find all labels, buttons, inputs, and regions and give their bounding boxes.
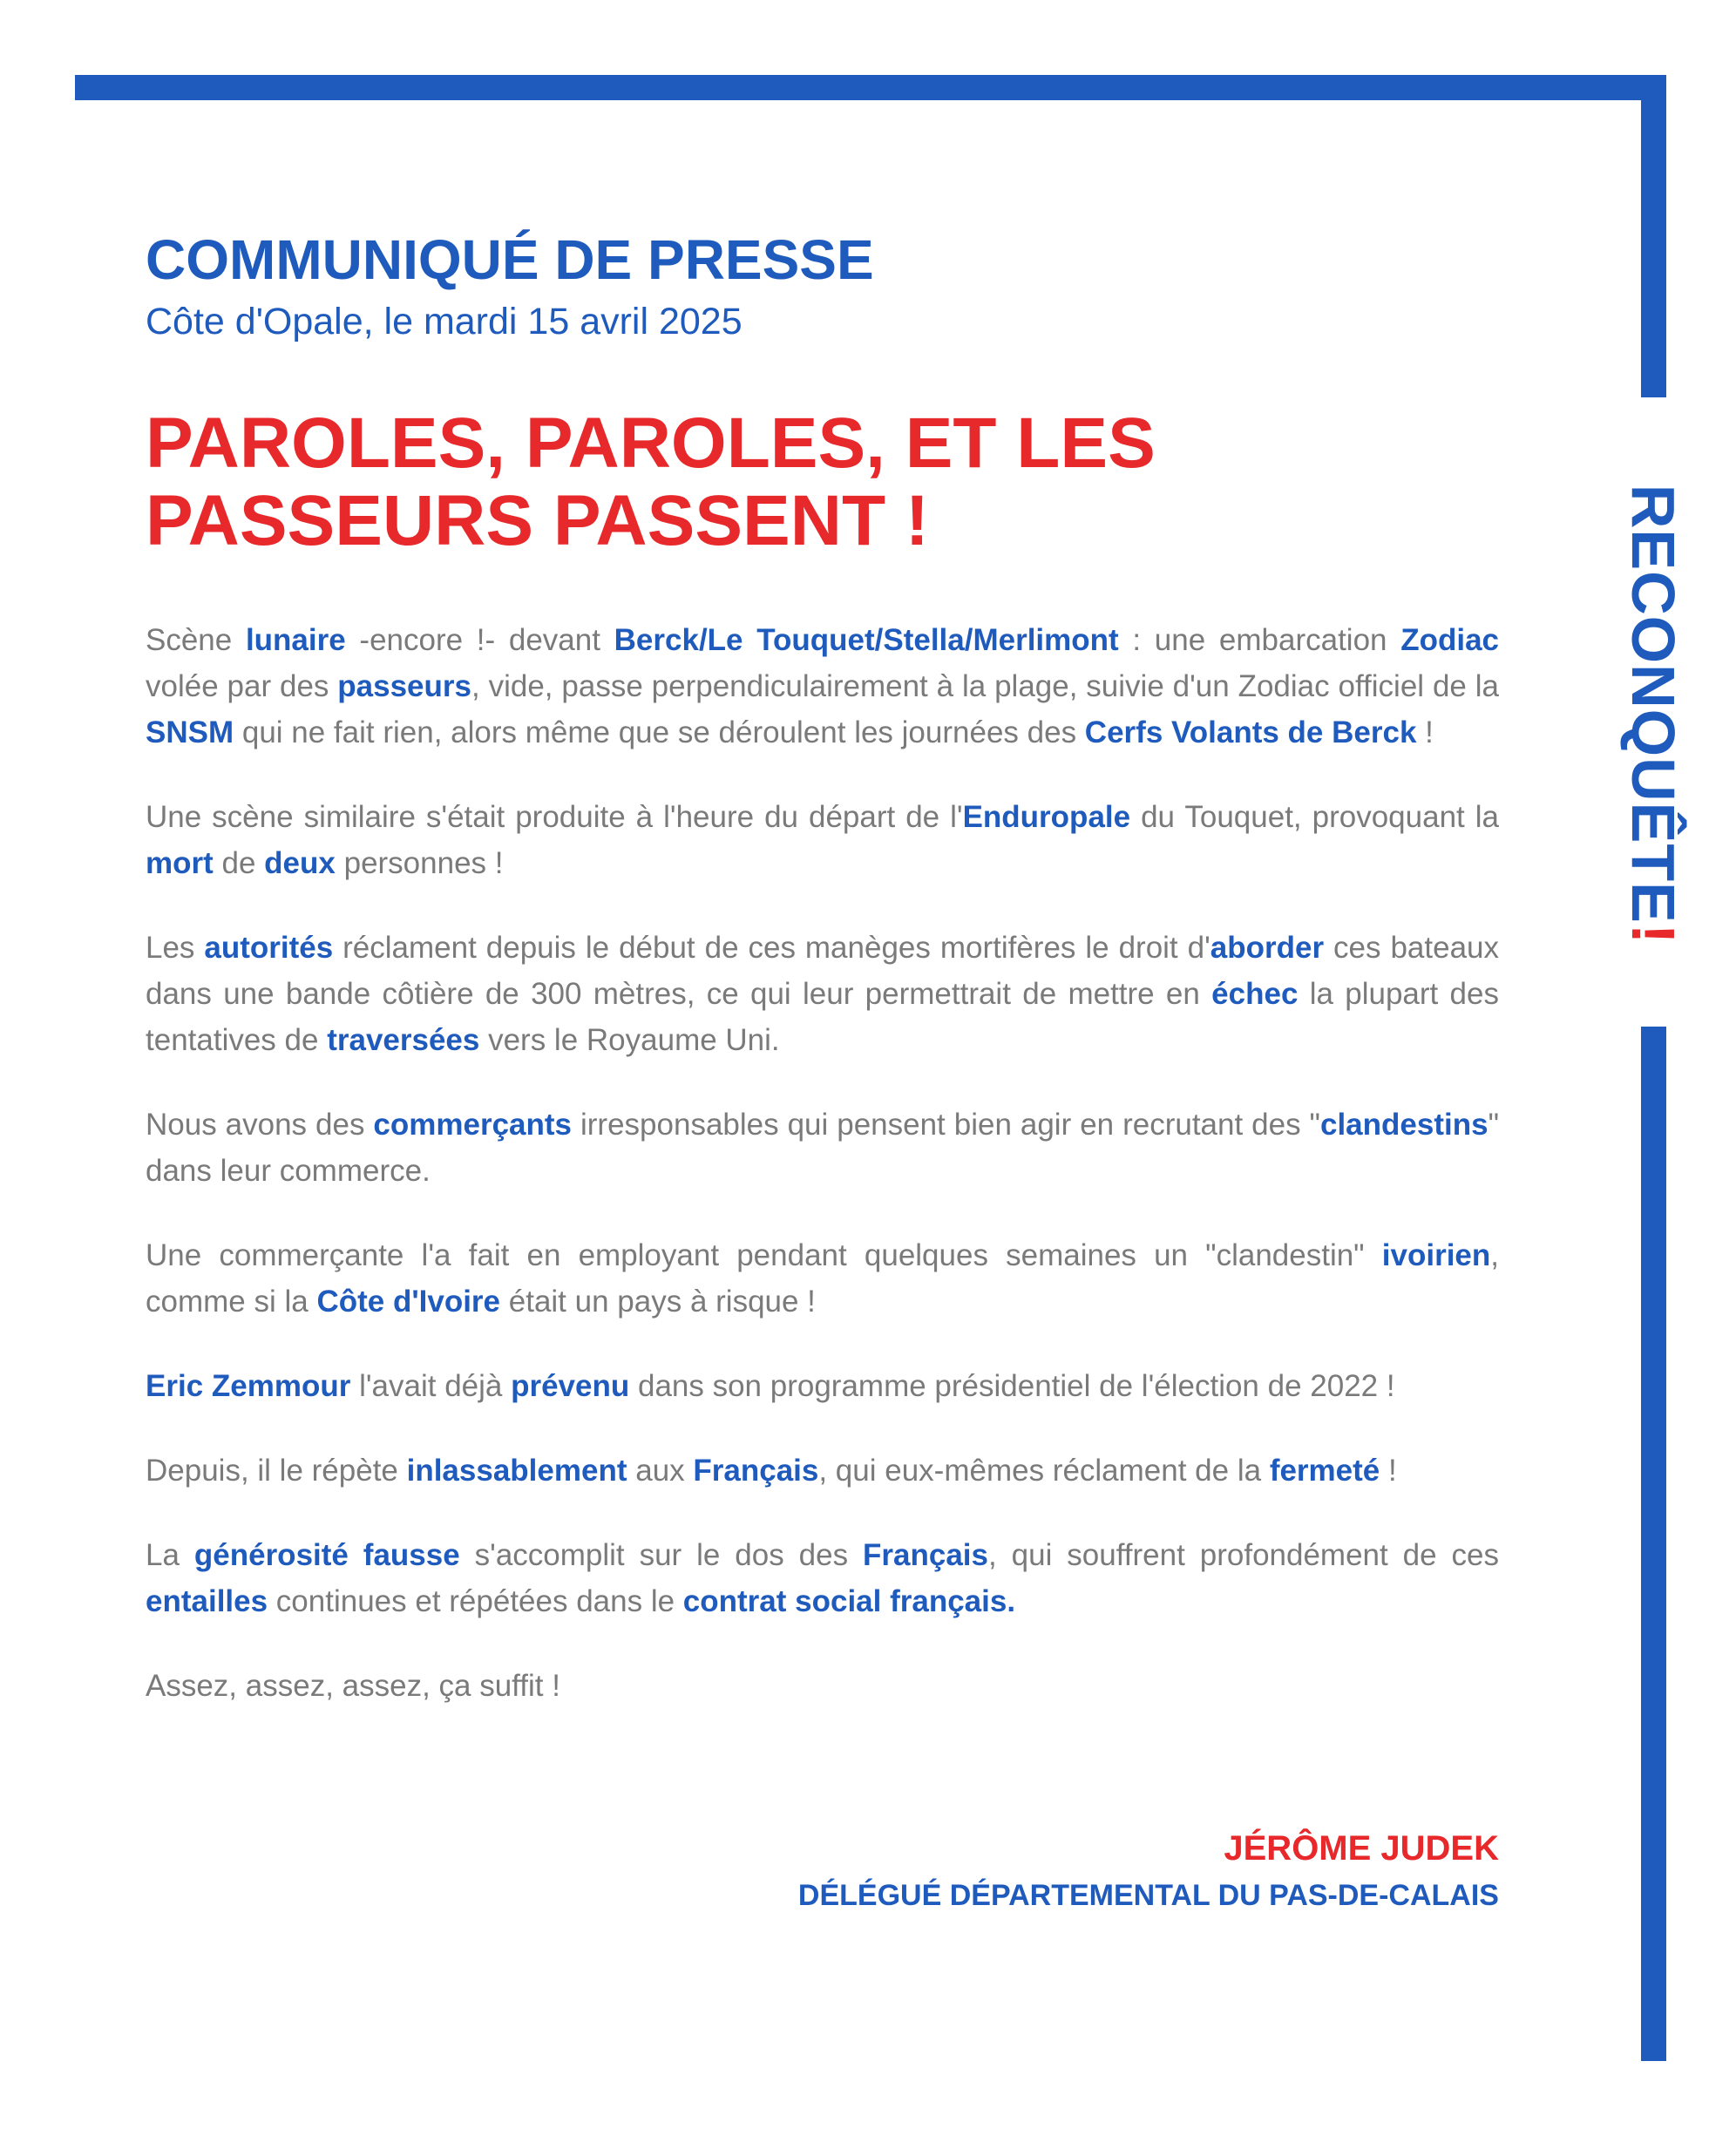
paragraph: Nous avons des commerçants irresponsables qui pensent bien agir en recrutant des "clandestins" dans leur commerce. <box>146 1108 1499 1189</box>
emphasis-text: Cerfs Volants de Berck <box>1084 715 1417 750</box>
brand-logo <box>1619 484 1687 946</box>
paragraph: Eric Zemmour l'avait déjà prévenu dans son programme présidentiel de l'élection de 2022 ! <box>146 1369 1395 1404</box>
body-text <box>146 617 1499 1709</box>
paragraph: Une scène similaire s'était produite à l'heure du départ de l'Enduropale du Touquet, provoquant la mort de deux personnes ! <box>146 800 1499 881</box>
emphasis-text: ivoirien <box>1381 1238 1491 1273</box>
paragraph: Scène lunaire -encore !- devant Berck/Le Touquet/Stella/Merlimont : une embarcation Zodiac volée par des passeurs, vide, passe perpendiculairement à la plage, suivie d'un Zodiac officiel de la SNSM qui ne fait rien, alors même que se déroulent les journées des Cerfs Volants de Berck ! <box>146 623 1499 750</box>
brand-logo-mark: ! <box>1619 923 1687 946</box>
emphasis-text: Côte d'Ivoire <box>316 1285 501 1319</box>
emphasis-text: clandestins <box>1319 1108 1488 1142</box>
emphasis-text: lunaire <box>245 623 346 658</box>
emphasis-text: Français <box>863 1538 988 1573</box>
frame-top-bar <box>75 75 1666 100</box>
emphasis-text: SNSM <box>146 715 234 750</box>
emphasis-text: inlassablement <box>406 1454 627 1488</box>
emphasis-text: Berck/Le Touquet/Stella/Merlimont <box>614 623 1119 658</box>
emphasis-text: contrat social français. <box>682 1584 1016 1619</box>
brand-logo-word: RECONQUÊTE <box>1619 484 1687 924</box>
emphasis-text: deux <box>264 846 336 881</box>
frame-right-bar-lower <box>1641 1027 1666 2061</box>
emphasis-text: autorités <box>204 931 334 966</box>
emphasis-text: entailles <box>146 1584 268 1619</box>
frame-right-bar-upper <box>1641 75 1666 397</box>
paragraph: Depuis, il le répète inlassablement aux Français, qui eux-mêmes réclament de la fermeté ! <box>146 1454 1397 1488</box>
dateline: Côte d'Opale, le mardi 15 avril 2025 <box>146 300 743 342</box>
emphasis-text: Enduropale <box>962 800 1131 835</box>
emphasis-text: aborder <box>1210 931 1325 966</box>
signatory-name: JÉRÔME JUDEK <box>1224 1829 1499 1868</box>
emphasis-text: Français <box>693 1454 819 1488</box>
paragraph: Assez, assez, assez, ça suffit ! <box>146 1669 560 1704</box>
emphasis-text: traversées <box>327 1023 480 1058</box>
press-release <box>146 228 1499 1747</box>
emphasis-text: prévenu <box>511 1369 630 1404</box>
headline: PAROLES, PAROLES, ET LES PASSEURS PASSENT ! <box>146 403 1156 560</box>
emphasis-text: échec <box>1211 977 1299 1012</box>
emphasis-text: Zodiac <box>1400 623 1499 658</box>
paragraph: La générosité fausse s'accomplit sur le dos des Français, qui souffrent profondément de ces entailles continues et répétées dans le contrat social français. <box>146 1538 1499 1619</box>
signatory-title: DÉLÉGUÉ DÉPARTEMENTAL DU PAS-DE-CALAIS <box>797 1879 1499 1912</box>
signature-block <box>798 1826 1499 1916</box>
paragraph: Les autorités réclament depuis le début de ces manèges mortifères le droit d'aborder ces bateaux dans une bande côtière de 300 mètres, ce qui leur permettrait de mettre en échec la plupart des tentatives de traversées vers le Royaume Uni. <box>146 931 1500 1058</box>
emphasis-text: Eric Zemmour <box>146 1369 351 1404</box>
emphasis-text: générosité fausse <box>193 1538 460 1573</box>
emphasis-text: commerçants <box>373 1108 573 1142</box>
emphasis-text: fermeté <box>1269 1454 1380 1488</box>
emphasis-text: mort <box>146 846 214 881</box>
emphasis-text: passeurs <box>337 669 471 704</box>
paragraph: Une commerçante l'a fait en employant pendant quelques semaines un "clandestin" ivoirien, comme si la Côte d'Ivoire était un pays à risque ! <box>146 1238 1499 1319</box>
document-kicker: COMMUNIQUÉ DE PRESSE <box>146 228 874 291</box>
